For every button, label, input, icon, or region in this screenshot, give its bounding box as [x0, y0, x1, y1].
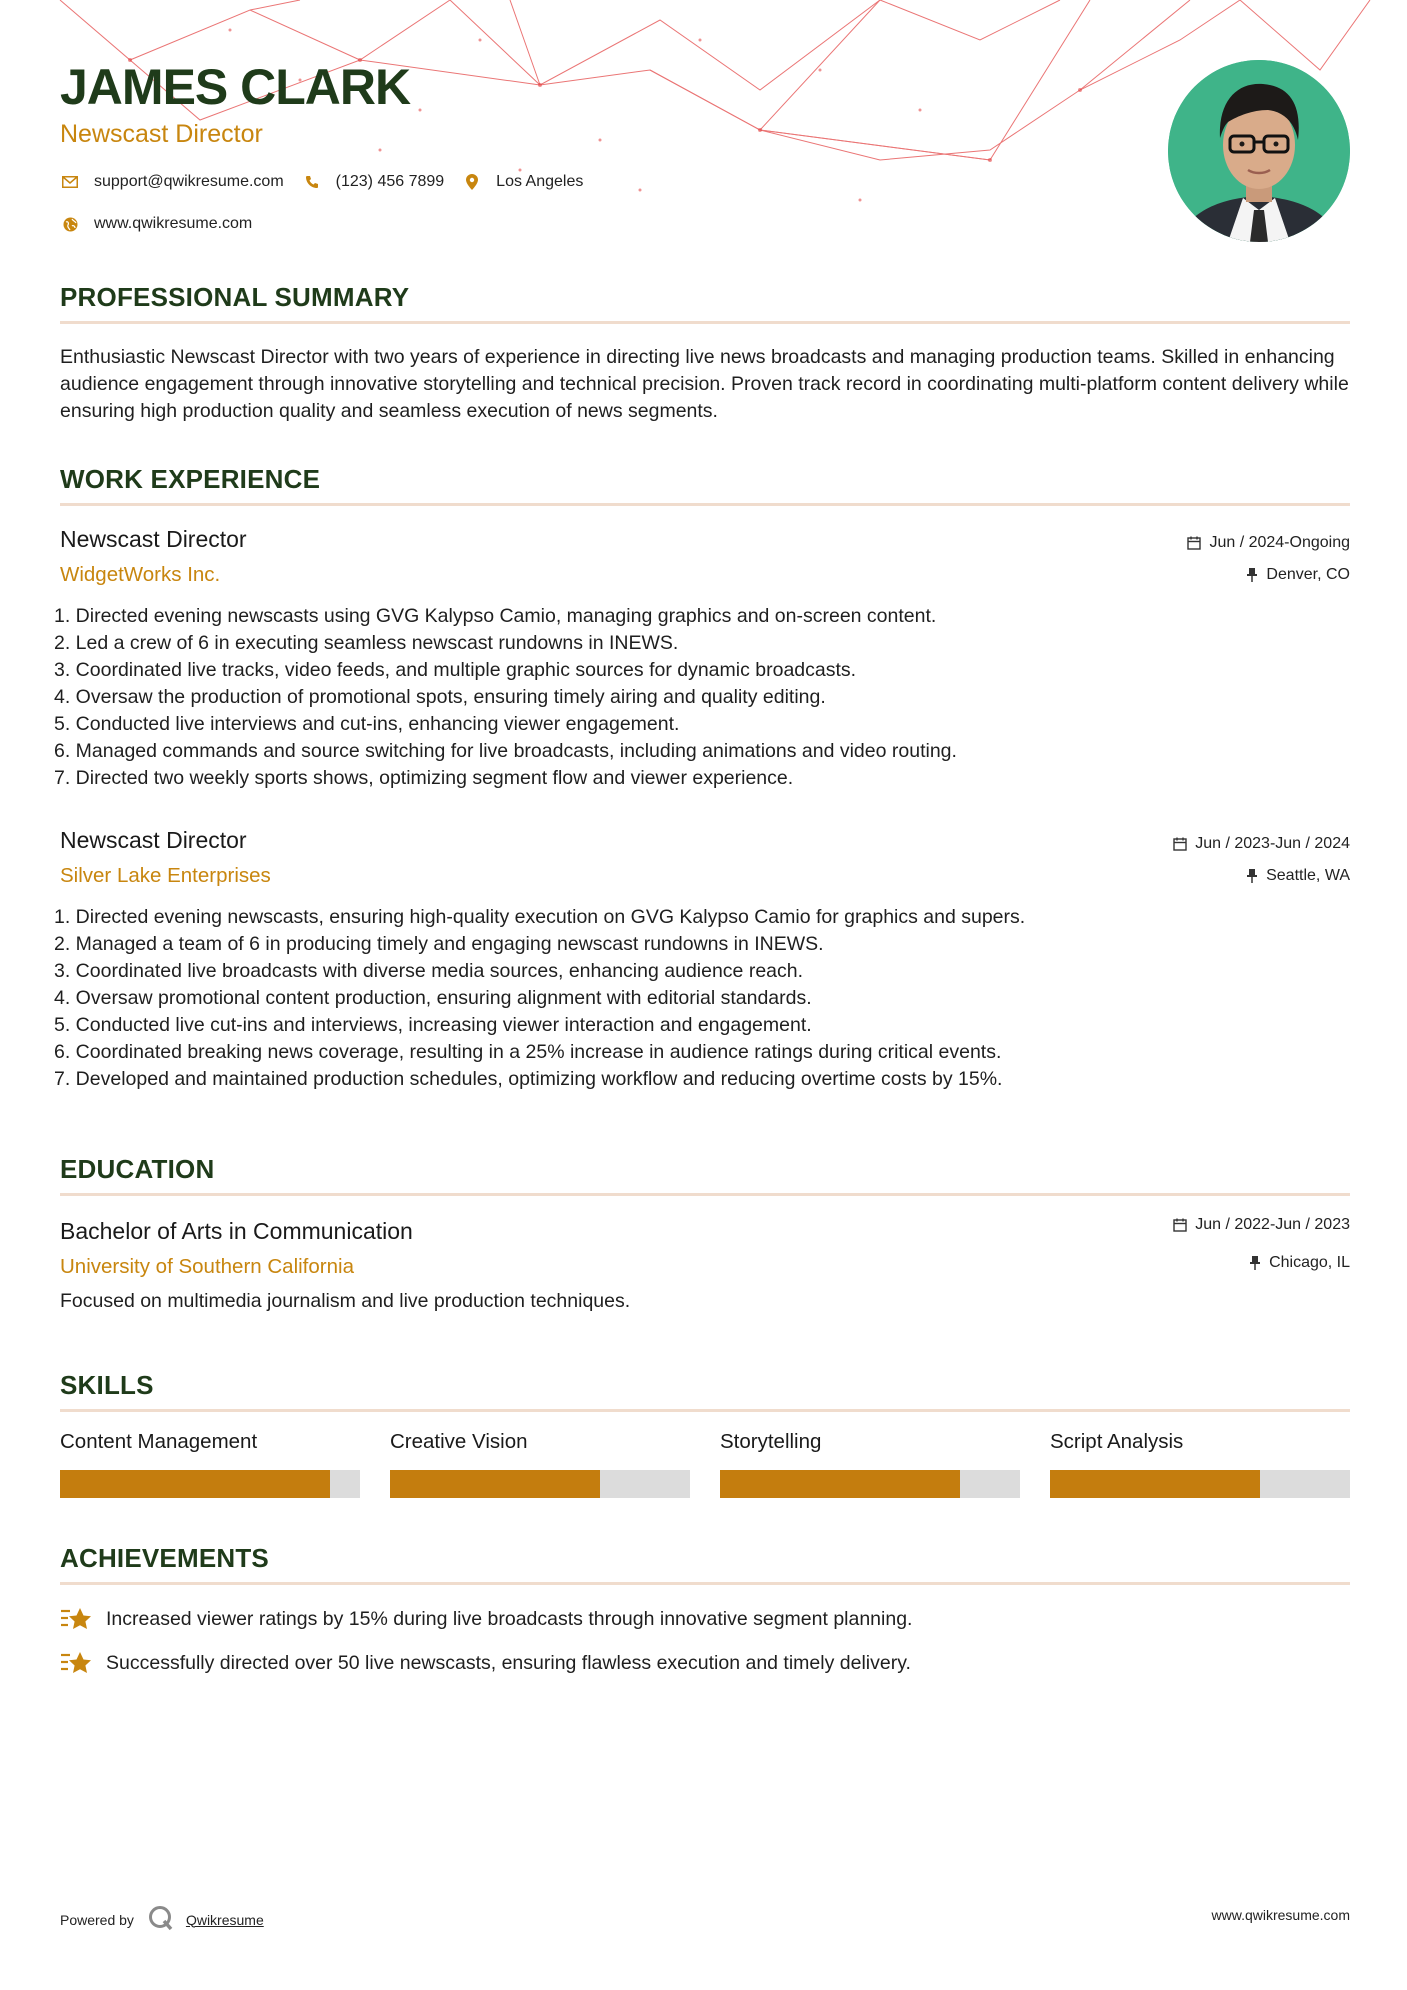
phone-icon	[302, 174, 322, 190]
job-dates-text: Jun / 2024-Ongoing	[1209, 534, 1350, 551]
skill-name: Script Analysis	[1050, 1430, 1184, 1453]
powered-by-text: Powered by	[60, 1911, 134, 1928]
list-item: 4. Oversaw the production of promotional spots, ensuring timely airing and quality editing.	[54, 686, 826, 708]
email-text: support@qwikresume.com	[94, 173, 284, 190]
list-item: 2. Led a crew of 6 in executing seamless newscast rundowns in INEWS.	[54, 632, 679, 654]
list-item: 1. Directed evening newscasts using GVG Kalypso Camio, managing graphics and on-screen content.	[54, 605, 937, 627]
job-bullets	[54, 904, 1025, 1093]
education-location-text: Chicago, IL	[1269, 1254, 1350, 1271]
job-location-text: Seattle, WA	[1266, 867, 1350, 884]
envelope-icon	[60, 174, 80, 190]
list-item: 3. Coordinated live broadcasts with diverse media sources, enhancing audience reach.	[54, 960, 804, 982]
job-title: Newscast Director	[60, 526, 247, 552]
pushpin-icon	[1246, 568, 1258, 582]
skill-name: Content Management	[60, 1430, 258, 1453]
job-location-text: Denver, CO	[1266, 566, 1350, 583]
achievement-text: Increased viewer ratings by 15% during live broadcasts through innovative segment planning.	[106, 1607, 913, 1630]
list-item: 6. Coordinated breaking news coverage, resulting in a 25% increase in audience ratings during critical events.	[54, 1041, 1002, 1063]
calendar-icon	[1187, 536, 1201, 550]
section-title-education: EDUCATION	[60, 1154, 215, 1184]
achievement-item	[60, 1604, 912, 1634]
job-location	[1246, 867, 1350, 885]
education-school: University of Southern California	[60, 1255, 354, 1278]
skill-item	[390, 1430, 690, 1460]
phone-text: (123) 456 7899	[335, 173, 445, 190]
footer-website-link[interactable]: www.qwikresume.com	[1211, 1907, 1350, 1923]
education-degree: Bachelor of Arts in Communication	[60, 1218, 413, 1244]
star-list-icon	[60, 1648, 92, 1678]
resume-page	[54, 0, 1350, 1990]
section-title-skills: SKILLS	[60, 1370, 154, 1400]
skill-name: Creative Vision	[390, 1430, 528, 1453]
map-pin-icon	[462, 174, 482, 190]
list-item: 4. Oversaw promotional content production, ensuring alignment with editorial standards.	[54, 987, 812, 1009]
skill-bar-fill	[390, 1470, 600, 1498]
skill-bar	[720, 1470, 1020, 1498]
job-bullets	[54, 603, 957, 792]
candidate-name: JAMES CLARK	[60, 59, 411, 115]
education-location	[1249, 1254, 1350, 1272]
section-divider	[60, 1582, 1350, 1585]
list-item: 1. Directed evening newscasts, ensuring high-quality execution on GVG Kalypso Camio for graphics and supers.	[54, 906, 1026, 928]
skill-item	[720, 1430, 1020, 1460]
education-dates	[1173, 1216, 1350, 1234]
job-title: Newscast Director	[60, 827, 247, 853]
skill-bar-fill	[720, 1470, 960, 1498]
list-item: 7. Developed and maintained production schedules, optimizing workflow and reducing overtime costs by 15%.	[54, 1068, 1003, 1090]
list-item: 3. Coordinated live tracks, video feeds, and multiple graphic sources for dynamic broadcasts.	[54, 659, 857, 681]
candidate-title: Newscast Director	[60, 120, 263, 148]
achievement-item	[60, 1648, 911, 1678]
skill-bar-fill	[60, 1470, 330, 1498]
section-divider	[60, 321, 1350, 324]
footer-powered-by	[60, 1905, 264, 1934]
contact-website[interactable]	[60, 215, 252, 233]
pushpin-icon	[1246, 869, 1258, 883]
star-list-icon	[60, 1604, 92, 1634]
job-dates-text: Jun / 2023-Jun / 2024	[1195, 835, 1350, 852]
calendar-icon	[1173, 837, 1187, 851]
section-divider	[60, 503, 1350, 506]
list-item: 6. Managed commands and source switching for live broadcasts, including animations and video routing.	[54, 740, 957, 762]
profile-photo	[1168, 60, 1350, 242]
section-divider	[60, 1409, 1350, 1412]
job-dates	[1187, 534, 1350, 552]
contact-email[interactable]	[60, 173, 284, 191]
contact-row-website	[60, 215, 270, 233]
pushpin-icon	[1249, 1256, 1261, 1270]
qwikresume-link[interactable]: Qwikresume	[185, 1911, 264, 1928]
contact-row	[60, 173, 601, 191]
section-title-experience: WORK EXPERIENCE	[60, 464, 321, 494]
qwikresume-logo-icon	[148, 1905, 174, 1934]
globe-icon	[60, 216, 80, 232]
skill-bar	[390, 1470, 690, 1498]
list-item: 5. Conducted live cut-ins and interviews, increasing viewer interaction and engagement.	[54, 1014, 812, 1036]
contact-phone[interactable]	[302, 173, 445, 191]
list-item: 2. Managed a team of 6 in producing timely and engaging newscast rundowns in INEWS.	[54, 933, 824, 955]
calendar-icon	[1173, 1218, 1187, 1232]
skill-item	[1050, 1430, 1350, 1460]
skill-bar	[60, 1470, 360, 1498]
job-location	[1246, 566, 1350, 584]
job-company: Silver Lake Enterprises	[60, 864, 271, 887]
list-item: 5. Conducted live interviews and cut-ins, enhancing viewer engagement.	[54, 713, 680, 735]
job-dates	[1173, 835, 1350, 853]
skill-bar	[1050, 1470, 1350, 1498]
skill-item	[60, 1430, 360, 1460]
website-text: www.qwikresume.com	[94, 215, 253, 232]
section-title-achievements: ACHIEVEMENTS	[60, 1543, 269, 1573]
list-item: 7. Directed two weekly sports shows, optimizing segment flow and viewer experience.	[54, 767, 794, 789]
contact-location	[462, 173, 583, 191]
skill-name: Storytelling	[720, 1430, 822, 1453]
summary-text: Enthusiastic Newscast Director with two years of experience in directing live news broadcasts and managing production teams. Skilled in enhancing audience engagement through innovative storytelling and technical precision. Proven track record in coordinating multi-platform content delivery while ensuring high production quality and seamless execution of news segments.	[60, 346, 1349, 422]
education-description: Focused on multimedia journalism and live production techniques.	[60, 1290, 631, 1312]
location-text: Los Angeles	[496, 173, 584, 190]
section-title-summary: PROFESSIONAL SUMMARY	[60, 282, 410, 312]
skill-bar-fill	[1050, 1470, 1260, 1498]
education-dates-text: Jun / 2022-Jun / 2023	[1195, 1216, 1350, 1233]
section-divider	[60, 1193, 1350, 1196]
job-company: WidgetWorks Inc.	[60, 563, 221, 586]
achievement-text: Successfully directed over 50 live newscasts, ensuring flawless execution and timely delivery.	[106, 1651, 911, 1674]
